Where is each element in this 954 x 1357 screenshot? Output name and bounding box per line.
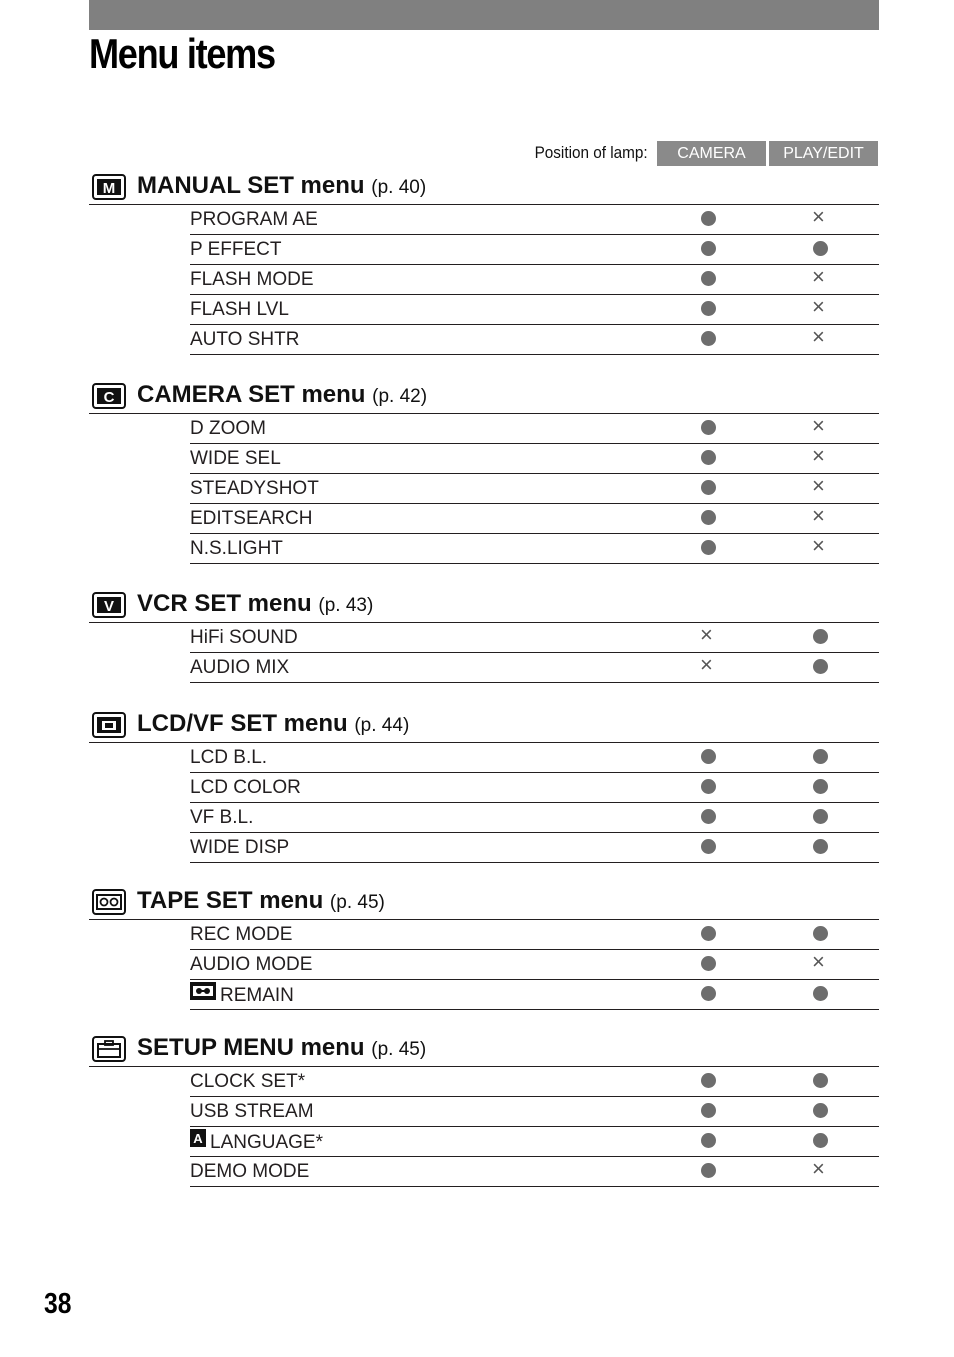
menu-item-text: FLASH LVL <box>190 299 289 320</box>
section-page-ref: (p. 45) <box>329 892 385 913</box>
menu-item-label <box>190 747 267 769</box>
play-edit-lamp-status <box>810 474 832 502</box>
section-rows <box>190 205 879 355</box>
camera-lamp-status <box>698 653 720 681</box>
play-edit-lamp-status <box>810 534 832 562</box>
menu-item-text: LCD COLOR <box>190 777 301 798</box>
table-row <box>190 534 879 564</box>
camera-available-dot <box>701 331 716 346</box>
play-edit-available-dot <box>813 839 828 854</box>
section-page-ref: (p. 43) <box>318 595 374 616</box>
svg-text:V: V <box>103 598 115 615</box>
lamp-label: Position of lamp: <box>534 143 648 162</box>
tape-set-icon <box>92 889 126 915</box>
play-edit-lamp-status <box>810 1097 832 1125</box>
table-row <box>190 414 879 444</box>
play-edit-unavailable-cross: × <box>812 294 825 319</box>
page-title: Menu items <box>89 30 275 77</box>
menu-item-text: AUTO SHTR <box>190 329 300 350</box>
camera-lamp-status <box>698 1157 720 1185</box>
menu-item-label <box>190 239 282 261</box>
play-edit-lamp-status <box>810 414 832 442</box>
menu-item-text: LCD B.L. <box>190 747 268 768</box>
play-edit-available-dot <box>813 779 828 794</box>
menu-item-label <box>190 508 312 530</box>
section-header <box>89 1032 879 1067</box>
section-title <box>137 710 409 738</box>
play-edit-available-dot <box>813 809 828 824</box>
camera-lamp-status <box>698 534 720 562</box>
play-edit-lamp-status <box>810 205 832 233</box>
section-header <box>89 379 879 414</box>
table-row <box>190 803 879 833</box>
menu-item-text: STEADYSHOT <box>190 478 319 499</box>
camera-lamp-status <box>698 295 720 323</box>
table-row <box>190 235 879 265</box>
play-edit-lamp-status <box>810 1067 832 1095</box>
menu-item-text: REMAIN <box>220 985 294 1007</box>
camera-lamp-status <box>698 474 720 502</box>
table-row <box>190 743 879 773</box>
camera-lamp-status <box>698 980 720 1008</box>
play-edit-available-dot <box>813 986 828 1001</box>
manual-set-icon <box>92 174 126 200</box>
menu-item-label <box>190 299 289 321</box>
language-icon <box>190 1129 206 1153</box>
menu-item-text: N.S.LIGHT <box>190 538 283 559</box>
camera-lamp-status <box>698 444 720 472</box>
play-edit-available-dot <box>813 629 828 644</box>
camera-available-dot <box>701 211 716 226</box>
section-rows <box>190 743 879 863</box>
lamp-legend <box>0 141 954 166</box>
camera-lamp-status <box>698 1067 720 1095</box>
section-lcdvf <box>89 708 879 863</box>
camera-lamp-status <box>698 833 720 861</box>
camera-lamp-status <box>698 623 720 651</box>
play-edit-lamp-status <box>810 1127 832 1155</box>
play-edit-lamp-status <box>810 325 832 353</box>
camera-available-dot <box>701 749 716 764</box>
camera-available-dot <box>701 1103 716 1118</box>
camera-available-dot <box>701 510 716 525</box>
play-edit-lamp-status <box>810 504 832 532</box>
camera-lamp-status <box>698 803 720 831</box>
section-rows <box>190 920 879 1010</box>
table-row <box>190 295 879 325</box>
camera-available-dot <box>701 839 716 854</box>
section-title-text: MANUAL SET menu <box>137 172 365 199</box>
table-row <box>190 205 879 235</box>
menu-item-label <box>190 1101 314 1123</box>
play-edit-lamp-status <box>810 235 832 263</box>
section-title <box>137 887 385 915</box>
camera-lamp-status <box>698 235 720 263</box>
play-edit-available-dot <box>813 659 828 674</box>
play-edit-unavailable-cross: × <box>812 324 825 349</box>
camera-lamp-status <box>698 265 720 293</box>
table-row <box>190 773 879 803</box>
play-edit-unavailable-cross: × <box>812 503 825 528</box>
camera-available-dot <box>701 480 716 495</box>
menu-item-text: LANGUAGE* <box>210 1132 323 1154</box>
camera-unavailable-cross: × <box>700 652 713 677</box>
menu-item-text: WIDE SEL <box>190 448 281 469</box>
menu-item-text: PROGRAM AE <box>190 209 318 230</box>
camera-lamp-status <box>698 504 720 532</box>
camera-lamp-status <box>698 743 720 771</box>
table-row <box>190 833 879 863</box>
menu-item-label <box>190 777 301 799</box>
section-title <box>137 1034 426 1062</box>
table-row <box>190 950 879 980</box>
camera-available-dot <box>701 420 716 435</box>
play-edit-available-dot <box>813 1103 828 1118</box>
menu-item-label <box>190 1071 305 1093</box>
camera-available-dot <box>701 271 716 286</box>
menu-item-label <box>190 807 253 829</box>
section-camera <box>89 379 879 564</box>
camera-lamp-status <box>698 773 720 801</box>
section-title <box>137 590 373 618</box>
menu-item-text: D ZOOM <box>190 418 266 439</box>
camera-lamp-status <box>698 1127 720 1155</box>
menu-item-text: WIDE DISP <box>190 837 290 858</box>
play-edit-unavailable-cross: × <box>812 264 825 289</box>
section-header <box>89 588 879 623</box>
menu-item-text: AUDIO MIX <box>190 657 290 678</box>
camera-available-dot <box>701 956 716 971</box>
play-edit-lamp-status <box>810 1157 832 1185</box>
header-bar <box>89 0 879 30</box>
play-edit-unavailable-cross: × <box>812 949 825 974</box>
table-row <box>190 504 879 534</box>
play-edit-lamp-status <box>810 803 832 831</box>
table-row <box>190 1067 879 1097</box>
menu-item-text: P EFFECT <box>190 239 282 260</box>
svg-text:M: M <box>102 180 116 197</box>
play-edit-lamp-status <box>810 920 832 948</box>
menu-item-label <box>190 329 299 351</box>
lamp-camera-column-header: CAMERA <box>657 141 766 166</box>
section-title-text: LCD/VF SET menu <box>137 710 348 737</box>
section-page-ref: (p. 40) <box>371 177 427 198</box>
menu-item-text: CLOCK SET* <box>190 1071 306 1092</box>
table-row <box>190 325 879 355</box>
section-title-text: SETUP MENU menu <box>137 1034 365 1061</box>
camera-available-dot <box>701 1163 716 1178</box>
section-title <box>137 172 426 200</box>
section-rows <box>190 414 879 564</box>
section-header <box>89 708 879 743</box>
camera-available-dot <box>701 1073 716 1088</box>
menu-item-label <box>190 924 292 946</box>
table-row <box>190 474 879 504</box>
menu-item-label <box>190 1131 323 1155</box>
section-header <box>89 885 879 920</box>
vcr-set-icon <box>92 592 126 618</box>
play-edit-unavailable-cross: × <box>812 413 825 438</box>
lamp-play-edit-column-header: PLAY/EDIT <box>769 141 878 166</box>
section-tape <box>89 885 879 1010</box>
menu-item-label <box>190 627 298 649</box>
menu-item-label <box>190 478 319 500</box>
menu-item-text: USB STREAM <box>190 1101 314 1122</box>
play-edit-available-dot <box>813 926 828 941</box>
section-setup <box>89 1032 879 1187</box>
table-row <box>190 1157 879 1187</box>
menu-item-label <box>190 269 314 291</box>
section-header <box>89 170 879 205</box>
menu-item-label <box>190 954 312 976</box>
camera-available-dot <box>701 540 716 555</box>
menu-item-label <box>190 984 294 1008</box>
play-edit-lamp-status <box>810 653 832 681</box>
menu-item-label <box>190 538 283 560</box>
camera-available-dot <box>701 986 716 1001</box>
section-page-ref: (p. 44) <box>354 715 410 736</box>
camera-lamp-status <box>698 205 720 233</box>
play-edit-lamp-status <box>810 950 832 978</box>
section-page-ref: (p. 42) <box>372 386 428 407</box>
table-row <box>190 653 879 683</box>
table-row <box>190 444 879 474</box>
section-manual <box>89 170 879 355</box>
section-rows <box>190 623 879 683</box>
camera-available-dot <box>701 779 716 794</box>
svg-text:C: C <box>103 389 115 406</box>
section-title-text: VCR SET menu <box>137 590 312 617</box>
menu-item-label <box>190 448 281 470</box>
play-edit-lamp-status <box>810 980 832 1008</box>
menu-item-label <box>190 418 266 440</box>
play-edit-unavailable-cross: × <box>812 443 825 468</box>
menu-item-label <box>190 1161 309 1183</box>
menu-item-label <box>190 657 289 679</box>
section-title-text: CAMERA SET menu <box>137 381 366 408</box>
section-title <box>137 381 427 409</box>
play-edit-unavailable-cross: × <box>812 473 825 498</box>
play-edit-lamp-status <box>810 295 832 323</box>
menu-item-label <box>190 209 318 231</box>
play-edit-available-dot <box>813 1073 828 1088</box>
section-title-text: TAPE SET menu <box>137 887 324 914</box>
play-edit-lamp-status <box>810 743 832 771</box>
play-edit-unavailable-cross: × <box>812 533 825 558</box>
menu-item-text: VF B.L. <box>190 807 254 828</box>
play-edit-lamp-status <box>810 623 832 651</box>
camera-set-icon <box>92 383 126 409</box>
lcd-vf-set-icon <box>92 712 126 738</box>
menu-item-label <box>190 837 289 859</box>
setup-menu-icon <box>92 1036 126 1062</box>
menu-item-text: DEMO MODE <box>190 1161 310 1182</box>
menu-item-text: AUDIO MODE <box>190 954 313 975</box>
menu-item-text: HiFi SOUND <box>190 627 298 648</box>
play-edit-available-dot <box>813 749 828 764</box>
camera-available-dot <box>701 809 716 824</box>
camera-lamp-status <box>698 920 720 948</box>
table-row <box>190 920 879 950</box>
play-edit-lamp-status <box>810 265 832 293</box>
cassette-icon <box>190 982 216 1006</box>
table-row <box>190 980 879 1010</box>
play-edit-unavailable-cross: × <box>812 204 825 229</box>
menu-item-text: EDITSEARCH <box>190 508 313 529</box>
camera-lamp-status <box>698 1097 720 1125</box>
section-vcr <box>89 588 879 683</box>
play-edit-available-dot <box>813 241 828 256</box>
menu-item-text: REC MODE <box>190 924 293 945</box>
table-row <box>190 265 879 295</box>
section-page-ref: (p. 45) <box>371 1039 427 1060</box>
camera-available-dot <box>701 241 716 256</box>
svg-text:A: A <box>193 1131 203 1146</box>
camera-available-dot <box>701 926 716 941</box>
camera-lamp-status <box>698 950 720 978</box>
camera-available-dot <box>701 450 716 465</box>
camera-lamp-status <box>698 414 720 442</box>
table-row <box>190 623 879 653</box>
table-row <box>190 1127 879 1157</box>
section-rows <box>190 1067 879 1187</box>
table-row <box>190 1097 879 1127</box>
play-edit-lamp-status <box>810 833 832 861</box>
camera-unavailable-cross: × <box>700 622 713 647</box>
play-edit-lamp-status <box>810 444 832 472</box>
page-number: 38 <box>44 1288 72 1320</box>
camera-available-dot <box>701 301 716 316</box>
camera-lamp-status <box>698 325 720 353</box>
play-edit-lamp-status <box>810 773 832 801</box>
play-edit-available-dot <box>813 1133 828 1148</box>
menu-item-text: FLASH MODE <box>190 269 314 290</box>
camera-available-dot <box>701 1133 716 1148</box>
play-edit-unavailable-cross: × <box>812 1156 825 1181</box>
